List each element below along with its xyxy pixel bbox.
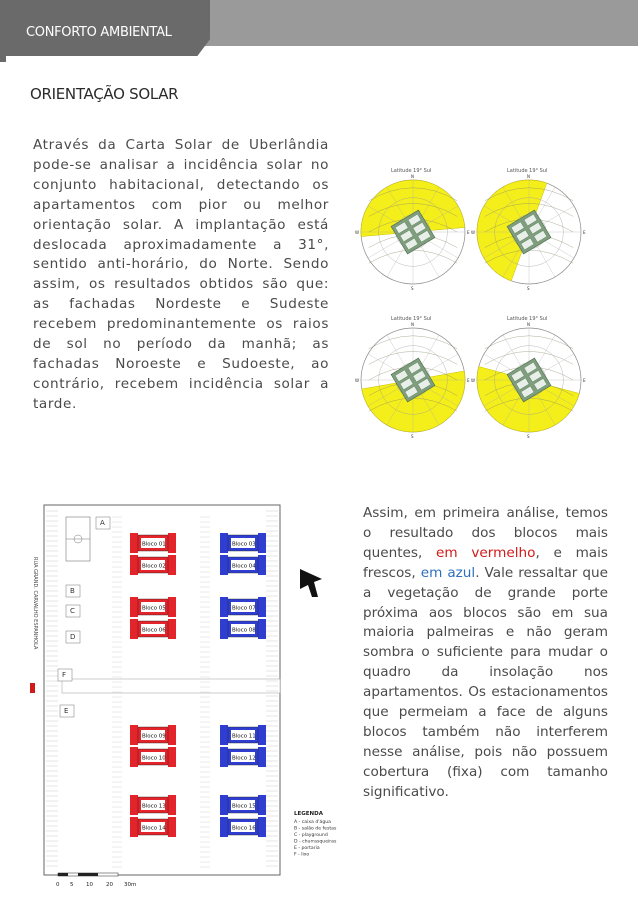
legend-item: B - salão de festas [294, 826, 337, 832]
block-label: Bloco 03 [232, 541, 256, 548]
block-label: Bloco 10 [142, 755, 166, 762]
block-wing-right [168, 555, 176, 575]
site-access-marker [30, 683, 35, 693]
block-wing-left [220, 795, 228, 815]
legend-item: A - caixa d'água [294, 820, 331, 825]
block-wing-right [258, 619, 266, 639]
block-label: Bloco 16 [232, 825, 256, 832]
legend-item: F - lixo [294, 852, 310, 858]
scale-label: 0 [56, 882, 60, 888]
block-wing-left [220, 725, 228, 745]
building-block [220, 619, 266, 639]
block-wing-right [168, 795, 176, 815]
block-label: Bloco 08 [232, 627, 256, 634]
building-block [130, 533, 176, 553]
cardinal-e: E [583, 378, 586, 383]
block-wing-right [258, 725, 266, 745]
cardinal-n: N [527, 174, 530, 179]
block-wing-right [258, 817, 266, 837]
sun-chart-latitude-label: Latitude 19° Sul [391, 316, 432, 322]
block-label: Bloco 14 [142, 825, 166, 832]
block-label: Bloco 05 [142, 605, 166, 612]
legend-title: LEGENDA [294, 811, 323, 817]
section-title: ORIENTAÇÃO SOLAR [30, 85, 179, 103]
block-wing-left [130, 555, 138, 575]
area-letter: B [70, 587, 75, 595]
block-wing-left [130, 533, 138, 553]
block-wing-right [168, 725, 176, 745]
block-wing-right [258, 597, 266, 617]
scale-bar-segment [78, 873, 98, 876]
block-wing-left [130, 795, 138, 815]
building-block [220, 817, 266, 837]
header-bar [0, 0, 638, 46]
building-block [220, 725, 266, 745]
area-letter: F [62, 671, 67, 679]
building-block [130, 795, 176, 815]
cardinal-e: E [583, 230, 586, 235]
street-label: RUA GRAND. CARVALHO ESPANHOLA [32, 557, 38, 650]
cardinal-w: W [355, 378, 359, 383]
block-label: Bloco 04 [232, 563, 256, 570]
header-left-edge [0, 0, 6, 62]
block-results-paragraph [363, 504, 608, 803]
building-block [130, 555, 176, 575]
building-block [220, 533, 266, 553]
sun-chart-4 [471, 316, 586, 439]
block-label: Bloco 07 [232, 605, 256, 612]
block-wing-right [168, 619, 176, 639]
scale-label: 5 [70, 882, 74, 888]
block-wing-left [220, 555, 228, 575]
block-wing-right [168, 817, 176, 837]
block-label: Bloco 12 [232, 755, 256, 762]
block-wing-left [130, 725, 138, 745]
sun-chart-latitude-label: Latitude 19° Sul [507, 168, 548, 174]
cardinal-w: W [355, 230, 359, 235]
block-wing-left [220, 619, 228, 639]
block-wing-right [258, 533, 266, 553]
scale-label: 20 [106, 882, 113, 888]
block-label: Bloco 15 [232, 803, 256, 810]
sun-chart-latitude-label: Latitude 19° Sul [391, 168, 432, 174]
block-wing-right [258, 555, 266, 575]
sun-chart-latitude-label: Latitude 19° Sul [507, 316, 548, 322]
block-wing-right [168, 533, 176, 553]
block-wing-left [220, 597, 228, 617]
block-label: Bloco 02 [142, 563, 166, 570]
cardinal-w: W [471, 378, 475, 383]
site-plan-figure [28, 497, 337, 897]
block-label: Bloco 01 [142, 541, 166, 548]
scale-bar-segment [58, 873, 68, 876]
cardinal-s: S [527, 434, 530, 439]
legend-item: D - churrasqueiras [294, 839, 337, 845]
north-arrow-icon [300, 569, 322, 597]
cool-blocks-label: em azul [420, 564, 476, 581]
solar-analysis-paragraph: Através da Carta Solar de Uberlândia pode-se analisar a incidência solar no conjunto habitacional, detectando os apartamentos com pior ou melhor orientação solar. A implantação está deslocada aproximadamente a 31°, sentido anti-horário, do Norte. Sendo assim, os resultados obtidos são que: as fachadas Nordeste e Sudeste recebem predominantemente os raios de sol no período da manhã; as fachadas Noroeste e Sudoeste, ao contrário, recebem incidência solar a tarde. [33, 137, 329, 412]
cardinal-s: S [527, 286, 530, 291]
block-label: Bloco 11 [232, 733, 256, 740]
sun-chart-3 [355, 316, 470, 439]
block-wing-left [130, 817, 138, 837]
hot-blocks-label: em vermelho [436, 544, 536, 561]
legend-item: E - portaria [294, 846, 320, 851]
block-wing-right [258, 747, 266, 767]
building-block [130, 597, 176, 617]
block-wing-left [220, 817, 228, 837]
building-block [220, 747, 266, 767]
area-letter: E [64, 707, 69, 715]
p2-text-c: . Vale ressaltar que a vegetação de grande porte próxima aos blocos são em sua maioria palmeiras e não geram sombra o suficiente para mudar o quadro da insolação nos apartamentos. Os estacionamentos que permeiam a face de alguns blocos também não interferem nesse análise, pois não possuem cobertura (fixa) com tamanho significativo. [363, 564, 608, 800]
sun-chart-2 [471, 168, 586, 291]
block-wing-left [220, 747, 228, 767]
building-block [130, 619, 176, 639]
header-title: CONFORTO AMBIENTAL [26, 25, 172, 40]
legend-item: C - playground [294, 833, 328, 838]
block-label: Bloco 06 [142, 627, 166, 634]
internal-road [62, 679, 280, 693]
sun-chart-1 [355, 168, 470, 291]
building-block [220, 795, 266, 815]
building-block [220, 555, 266, 575]
p2-text-b: , e mais frescos, [363, 544, 608, 581]
block-wing-left [130, 619, 138, 639]
building-block [130, 725, 176, 745]
area-letter: D [70, 633, 76, 641]
block-wing-right [258, 795, 266, 815]
scale-label: 30m [124, 882, 137, 888]
block-label: Bloco 09 [142, 733, 166, 740]
building-block [220, 597, 266, 617]
block-wing-left [130, 747, 138, 767]
cardinal-e: E [467, 378, 470, 383]
building-block [130, 817, 176, 837]
cardinal-n: N [411, 174, 414, 179]
area-letter: C [70, 607, 75, 615]
scale-label: 10 [86, 882, 93, 888]
cardinal-n: N [527, 322, 530, 327]
cardinal-s: S [411, 434, 414, 439]
p2-text-a: Assim, em primeira análise, temos o resultado dos blocos mais quentes, [363, 505, 608, 561]
block-wing-right [168, 597, 176, 617]
area-letter: A [100, 519, 105, 527]
site-legend [294, 811, 337, 858]
building-block [130, 747, 176, 767]
cardinal-e: E [467, 230, 470, 235]
cardinal-w: W [471, 230, 475, 235]
sun-charts-figure [355, 142, 587, 452]
block-label: Bloco 13 [142, 803, 166, 810]
cardinal-n: N [411, 322, 414, 327]
block-wing-right [168, 747, 176, 767]
block-wing-left [130, 597, 138, 617]
cardinal-s: S [411, 286, 414, 291]
block-wing-left [220, 533, 228, 553]
